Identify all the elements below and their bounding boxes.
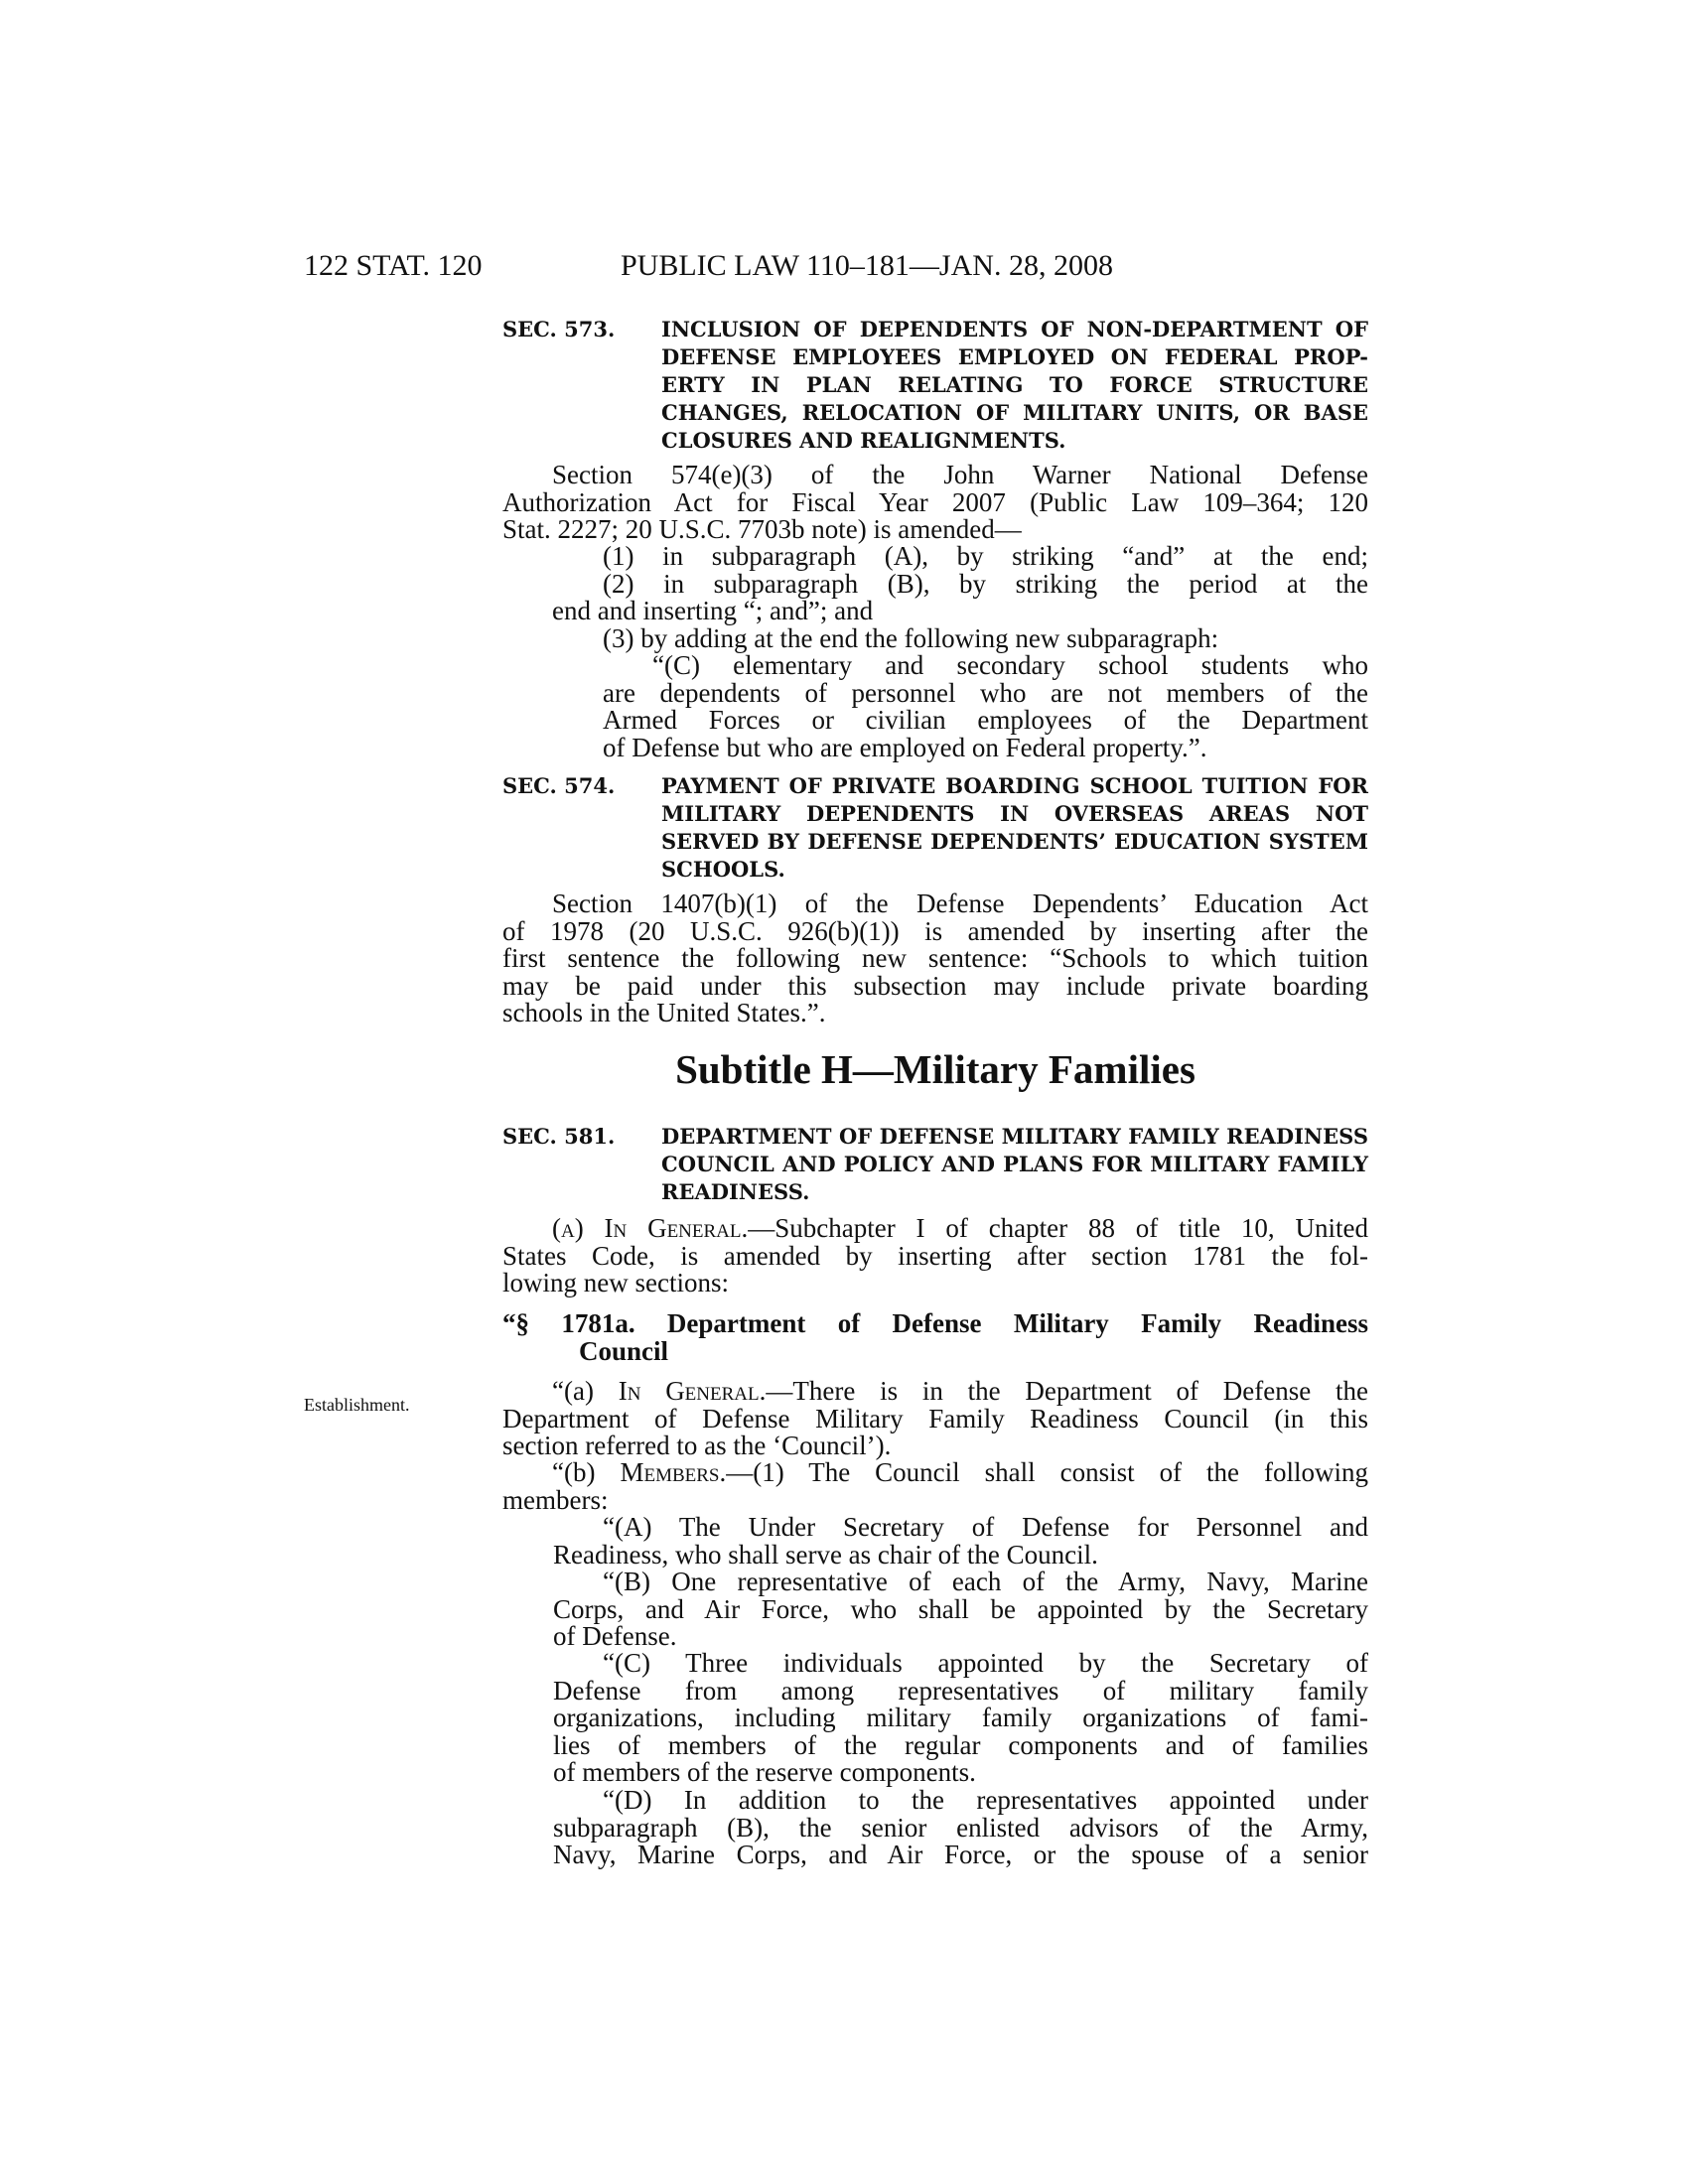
margin-note-establishment: Establishment. [304, 1395, 410, 1415]
subparagraph-c: “(C) Three individuals appointed by the Secretary of Defense from among representatives of military family organizations, including military family organizations of fami- lies of members of the regular components and of families of members of the reserve components. [553, 1648, 1368, 1787]
sec-573-item-2: (2) in subparagraph (B), by striking the period at the [603, 568, 1368, 599]
statute-page-reference: 122 STAT. 120 [304, 249, 483, 282]
section-1781a-heading: “§ 1781a. Department of Defense Military Family Readiness Council [502, 1308, 1368, 1366]
section-1781a-subsection-a: “(a) In General.—There is in the Department of Defense the Department of Defense Military Family Readiness Council (in this section referred to as the ‘Council’). [502, 1376, 1368, 1460]
sec-574-title-line: MILITARY DEPENDENTS IN OVERSEAS AREAS NOT [661, 801, 1368, 826]
sec-581-heading [502, 1123, 1368, 1206]
sec-573-item-3: (3) by adding at the end the following new subparagraph: [603, 622, 1219, 653]
sec-573-quoted-subparagraph: “(C) elementary and secondary school students who are dependents of personnel who are not members of the Armed Forces or civilian employees of the Department of Defense but who are employed on Federal property.”. [603, 650, 1368, 762]
sec-574-number: SEC. 574. [502, 773, 616, 798]
sec-573-heading [502, 316, 1368, 455]
sec-581-title-line: COUNCIL AND POLICY AND PLANS FOR MILITARY FAMILY [661, 1152, 1368, 1176]
sec-574-title-line: SERVED BY DEFENSE DEPENDENTS’ EDUCATION SYSTEM [661, 829, 1368, 854]
subtitle-heading: Subtitle H—Military Families [675, 1046, 1196, 1092]
sec-581-title-line: READINESS. [661, 1179, 810, 1204]
sec-581-title-line: DEPARTMENT OF DEFENSE MILITARY FAMILY READINESS [661, 1124, 1368, 1149]
sec-574-body: Section 1407(b)(1) of the Defense Dependents’ Education Act of 1978 (20 U.S.C. 926(b)(1)) is amended by inserting after the first sentence the following new sentence: “Schools to which tuition may be paid under this subsection may include private boarding schools in the United States.”. [502, 888, 1368, 1027]
sec-573-title-line: INCLUSION OF DEPENDENTS OF NON-DEPARTMENT OF [661, 317, 1368, 341]
subparagraph-b: “(B) One representative of each of the Army, Navy, Marine Corps, and Air Force, who shall be appointed by the Secretary of Defense. [553, 1567, 1368, 1651]
sec-573-number: SEC. 573. [502, 317, 616, 341]
sec-573-title-line: DEFENSE EMPLOYEES EMPLOYED ON FEDERAL PROP- [661, 344, 1368, 369]
sec-581-a-label: (a) In General. [552, 1213, 749, 1243]
sec-574-title-line: SCHOOLS. [661, 857, 785, 882]
sec-581-subsection-a: (a) In General.—Subchapter I of chapter 88 of title 10, United States Code, is amended by inserting after section 1781 the fol- lowing new sections: [502, 1213, 1368, 1297]
sec-573-title-line: ERTY IN PLAN RELATING TO FORCE STRUCTURE [661, 372, 1368, 397]
section-1781a-subsection-b: “(b) Members.—(1) The Council shall consist of the following members: [502, 1457, 1369, 1515]
sec-573-title-line: CHANGES, RELOCATION OF MILITARY UNITS, OR BASE [661, 400, 1368, 425]
sec-573-title-line: CLOSURES AND REALIGNMENTS. [661, 428, 1066, 453]
sec-581-number: SEC. 581. [502, 1124, 616, 1149]
sec-574-title-line: PAYMENT OF PRIVATE BOARDING SCHOOL TUITION FOR [661, 773, 1368, 798]
sec-574-heading [502, 772, 1368, 884]
sec-573-items [502, 543, 1368, 652]
sec-573-item-2-cont: end and inserting “; and”; and [552, 596, 874, 625]
subparagraph-a: “(A) The Under Secretary of Defense for Personnel and Readiness, who shall serve as chair of the Council. [553, 1512, 1368, 1570]
subparagraph-d: “(D) In addition to the representatives appointed under subparagraph (B), the senior enlisted advisors of the Army, Navy, Marine Corps, and Air Force, or the spouse of a senior [553, 1785, 1368, 1869]
running-head: PUBLIC LAW 110–181—JAN. 28, 2008 [621, 249, 1113, 282]
sec-573-intro: Section 574(e)(3) of the John Warner National Defense Authorization Act for Fiscal Year 2007 (Public Law 109–364; 120 Stat. 2227; 20 U.S.C. 7703b note) is amended— [502, 460, 1368, 544]
sec-573-item-1: (1) in subparagraph (A), by striking “and” at the end; [603, 541, 1368, 571]
